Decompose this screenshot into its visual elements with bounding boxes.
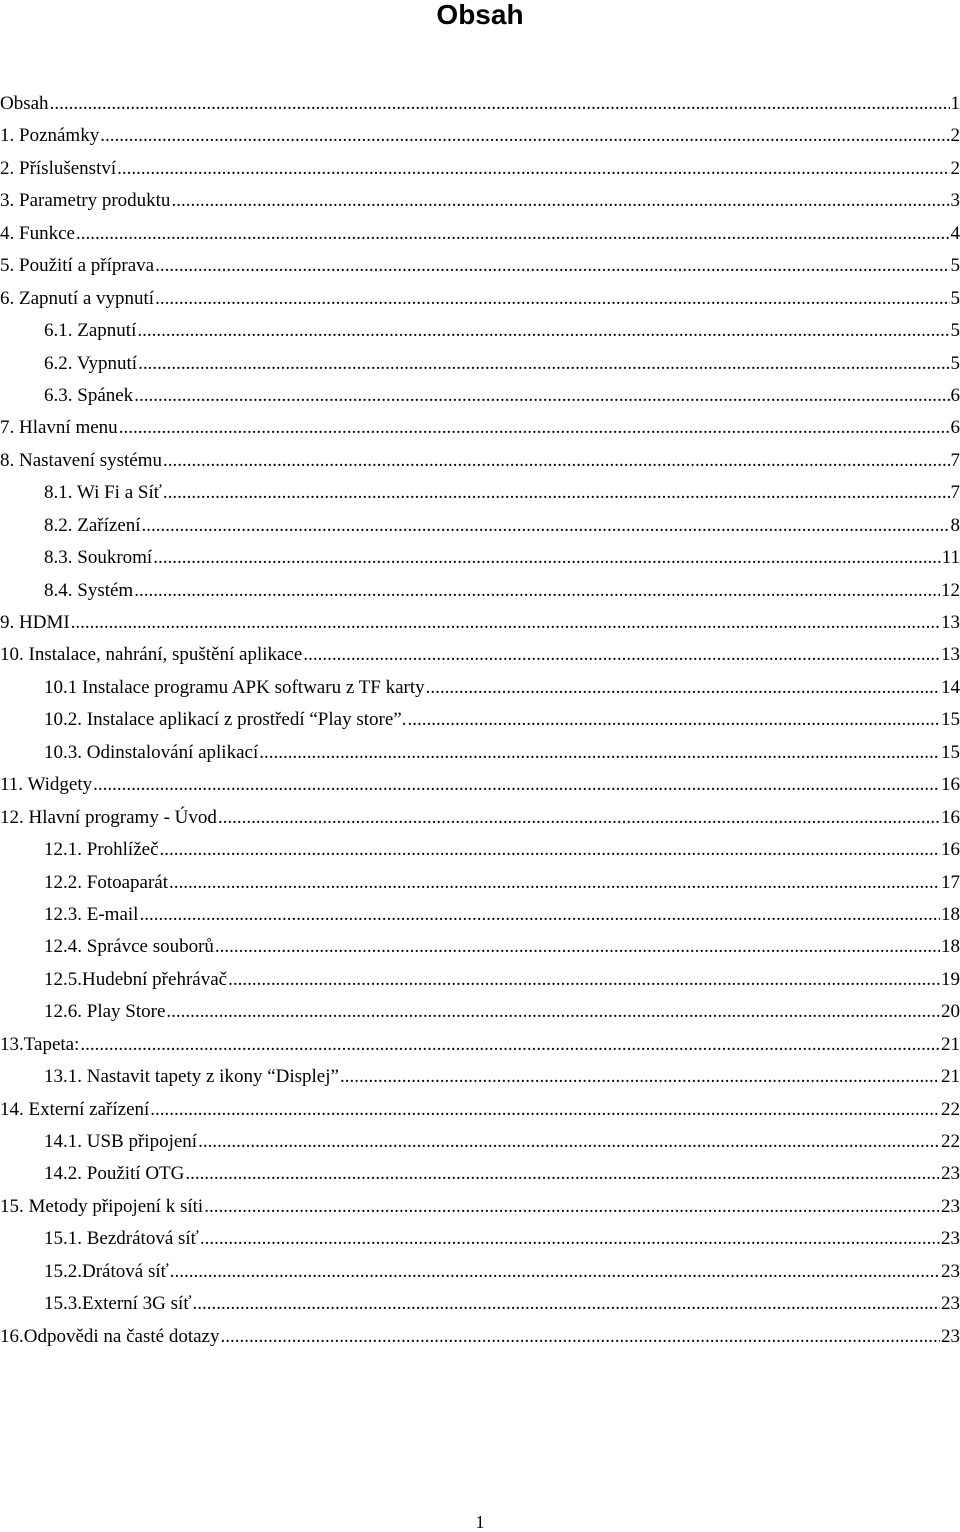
toc-entry-label: 12.6. Play Store <box>44 1001 166 1023</box>
toc-entry-label: 10. Instalace, nahrání, spuštění aplikace <box>0 644 303 666</box>
toc-dot-leader <box>340 1061 940 1093</box>
toc-entry[interactable] <box>0 899 960 931</box>
toc-entry-page: 6 <box>950 384 960 406</box>
toc-entry-page: 19 <box>941 968 960 990</box>
toc-entry-page: 23 <box>941 1293 960 1315</box>
toc-dot-leader <box>169 867 940 899</box>
toc-entry-label: 2. Příslušenství <box>0 157 117 179</box>
toc-entry-label: 14.1. USB připojení <box>44 1131 198 1152</box>
toc-dot-leader <box>426 672 940 704</box>
toc-entry-page: 23 <box>941 1325 960 1347</box>
toc-entry[interactable] <box>0 477 960 509</box>
toc-dot-leader <box>100 120 949 152</box>
toc-dot-leader <box>259 737 940 769</box>
toc-entry[interactable] <box>0 1223 960 1255</box>
toc-entry[interactable] <box>0 737 960 769</box>
toc-entry-label: 4. Funkce <box>0 222 75 244</box>
toc-entry[interactable] <box>0 250 960 282</box>
toc-entry-page: 18 <box>941 903 960 925</box>
toc-entry-label: 3. Parametry produktu <box>0 190 171 212</box>
toc-dot-leader <box>192 1288 940 1320</box>
toc-entry-page: 21 <box>941 1066 960 1088</box>
toc-entry-page: 16 <box>941 774 960 796</box>
toc-entry[interactable] <box>0 542 960 574</box>
toc-entry-page: 5 <box>950 287 960 309</box>
table-of-contents <box>0 88 960 1353</box>
toc-entry[interactable] <box>0 1158 960 1190</box>
toc-entry-page: 23 <box>941 1195 960 1217</box>
toc-entry-page: 22 <box>941 1131 960 1152</box>
toc-entry[interactable] <box>0 315 960 347</box>
toc-entry-label: 10.3. Odinstalování aplikací <box>44 741 259 763</box>
toc-dot-leader <box>119 412 950 444</box>
toc-entry-label: 12.3. E-mail <box>44 903 139 925</box>
toc-entry-label: 13.Tapeta: <box>0 1033 80 1055</box>
toc-dot-leader <box>228 964 940 996</box>
toc-entry-label: 12.5.Hudební přehrávač <box>44 968 228 990</box>
toc-dot-leader <box>76 218 950 250</box>
toc-entry-label: Obsah <box>0 93 49 114</box>
toc-entry-label: 12.1. Prohlížeč <box>44 839 159 861</box>
toc-entry-label: 12. Hlavní programy - Úvod <box>0 806 217 828</box>
toc-entry-page: 20 <box>941 1001 960 1023</box>
toc-entry[interactable] <box>0 1061 960 1093</box>
toc-dot-leader <box>139 899 940 931</box>
toc-entry[interactable] <box>0 769 960 801</box>
toc-entry-page: 13 <box>941 612 960 633</box>
toc-dot-leader <box>150 1094 940 1126</box>
toc-entry-label: 14.2. Použití OTG <box>44 1163 185 1185</box>
toc-entry[interactable] <box>0 445 960 477</box>
toc-entry[interactable] <box>0 672 960 704</box>
toc-entry[interactable] <box>0 575 960 607</box>
toc-dot-leader <box>185 1158 940 1190</box>
toc-entry[interactable] <box>0 120 960 152</box>
toc-dot-leader <box>171 185 949 217</box>
toc-entry-page: 5 <box>950 352 960 374</box>
toc-entry-label: 6. Zapnutí a vypnutí <box>0 287 155 309</box>
toc-dot-leader <box>198 1126 940 1158</box>
toc-entry-label: 8.1. Wi Fi a Síť <box>44 482 162 504</box>
toc-dot-leader <box>138 348 949 380</box>
toc-dot-leader <box>71 607 940 639</box>
toc-entry-page: 5 <box>950 320 960 342</box>
toc-entry-label: 10.1 Instalace programu APK softwaru z TF karty <box>44 676 425 698</box>
toc-entry-label: 10.2. Instalace aplikací z prostředí “Play store”. <box>44 709 407 731</box>
toc-entry-page: 11 <box>941 547 960 569</box>
toc-dot-leader <box>218 802 940 834</box>
toc-entry-page: 5 <box>950 255 960 277</box>
toc-entry[interactable] <box>0 510 960 542</box>
toc-entry-page: 12 <box>941 579 960 601</box>
toc-entry-label: 15.1. Bezdrátová síť <box>44 1228 199 1250</box>
toc-entry-page: 14 <box>941 676 960 698</box>
toc-entry-page: 7 <box>950 482 960 504</box>
toc-dot-leader <box>134 575 940 607</box>
toc-entry-label: 8. Nastavení systému <box>0 449 163 471</box>
toc-entry[interactable] <box>0 380 960 412</box>
toc-entry-label: 15. Metody připojení k síti <box>0 1195 204 1217</box>
toc-entry-page: 23 <box>941 1228 960 1250</box>
toc-entry-page: 22 <box>941 1098 960 1120</box>
toc-entry-page: 8 <box>950 514 960 536</box>
toc-dot-leader <box>50 88 950 120</box>
toc-entry[interactable] <box>0 185 960 217</box>
toc-entry-page: 16 <box>941 806 960 828</box>
toc-entry-page: 3 <box>950 190 960 212</box>
toc-entry-label: 13.1. Nastavit tapety z ikony “Displej” <box>44 1066 339 1088</box>
toc-entry-label: 15.2.Drátová síť <box>44 1260 169 1282</box>
toc-dot-leader <box>117 153 949 185</box>
page-title: Obsah <box>436 0 524 30</box>
toc-entry[interactable] <box>0 607 960 639</box>
toc-entry[interactable] <box>0 412 960 444</box>
toc-entry-label: 8.3. Soukromí <box>44 547 153 569</box>
toc-entry[interactable] <box>0 639 960 671</box>
toc-entry[interactable] <box>0 996 960 1028</box>
toc-entry[interactable] <box>0 834 960 866</box>
toc-dot-leader <box>407 704 940 736</box>
toc-entry-page: 23 <box>941 1260 960 1282</box>
toc-entry-page: 4 <box>950 222 960 244</box>
toc-entry[interactable] <box>0 1256 960 1288</box>
toc-entry[interactable] <box>0 88 960 120</box>
toc-dot-leader <box>170 1256 940 1288</box>
toc-dot-leader <box>220 1321 940 1353</box>
toc-dot-leader <box>204 1191 940 1223</box>
toc-entry-page: 2 <box>950 125 960 147</box>
toc-entry[interactable] <box>0 283 960 315</box>
toc-entry-page: 13 <box>941 644 960 666</box>
toc-entry-page: 2 <box>950 157 960 179</box>
toc-entry[interactable] <box>0 218 960 250</box>
toc-entry[interactable] <box>0 964 960 996</box>
toc-entry-page: 15 <box>941 741 960 763</box>
toc-entry[interactable] <box>0 1029 960 1061</box>
toc-dot-leader <box>215 931 940 963</box>
toc-entry[interactable] <box>0 1321 960 1353</box>
toc-entry[interactable] <box>0 348 960 380</box>
toc-dot-leader <box>166 996 940 1028</box>
toc-dot-leader <box>80 1029 940 1061</box>
toc-entry[interactable] <box>0 704 960 736</box>
toc-dot-leader <box>137 315 949 347</box>
toc-dot-leader <box>155 283 949 315</box>
toc-entry-page: 1 <box>950 93 960 114</box>
toc-entry-label: 12.2. Fotoaparát <box>44 871 169 893</box>
toc-dot-leader <box>200 1223 940 1255</box>
toc-entry-label: 6.1. Zapnutí <box>44 320 137 342</box>
toc-entry-label: 5. Použití a příprava <box>0 255 155 277</box>
toc-entry-label: 11. Widgety <box>0 774 93 796</box>
toc-entry-label: 6.2. Vypnutí <box>44 352 138 374</box>
toc-entry-page: 17 <box>941 871 960 893</box>
toc-entry[interactable] <box>0 1094 960 1126</box>
toc-dot-leader <box>142 510 950 542</box>
toc-entry-label: 8.4. Systém <box>44 579 134 601</box>
toc-entry[interactable] <box>0 1288 960 1320</box>
toc-entry[interactable] <box>0 1191 960 1223</box>
toc-entry-label: 12.4. Správce souborů <box>44 936 214 958</box>
toc-entry-label: 9. HDMI <box>0 612 70 633</box>
toc-entry[interactable] <box>0 802 960 834</box>
toc-entry-label: 16.Odpovědi na časté dotazy <box>0 1325 220 1347</box>
toc-entry-page: 7 <box>950 449 960 471</box>
toc-entry-label: 7. Hlavní menu <box>0 417 118 439</box>
toc-dot-leader <box>163 477 950 509</box>
toc-dot-leader <box>153 542 941 574</box>
toc-dot-leader <box>155 250 949 282</box>
toc-entry-page: 6 <box>950 417 960 439</box>
page-number: 1 <box>475 1512 485 1532</box>
toc-entry[interactable] <box>0 1126 960 1158</box>
toc-dot-leader <box>303 639 940 671</box>
toc-entry[interactable] <box>0 153 960 185</box>
toc-entry-label: 15.3.Externí 3G síť <box>44 1293 192 1315</box>
toc-entry-label: 6.3. Spánek <box>44 384 134 406</box>
toc-entry-page: 21 <box>941 1033 960 1055</box>
toc-entry-label: 14. Externí zařízení <box>0 1098 150 1120</box>
toc-entry[interactable] <box>0 867 960 899</box>
toc-entry-label: 1. Poznámky <box>0 125 100 147</box>
toc-dot-leader <box>163 445 949 477</box>
toc-entry-page: 15 <box>941 709 960 731</box>
toc-dot-leader <box>93 769 940 801</box>
toc-entry-page: 16 <box>941 839 960 861</box>
toc-dot-leader <box>134 380 949 412</box>
toc-dot-leader <box>160 834 940 866</box>
toc-entry-label: 8.2. Zařízení <box>44 514 141 536</box>
toc-entry[interactable] <box>0 931 960 963</box>
toc-entry-page: 18 <box>941 936 960 958</box>
toc-entry-page: 23 <box>941 1163 960 1185</box>
